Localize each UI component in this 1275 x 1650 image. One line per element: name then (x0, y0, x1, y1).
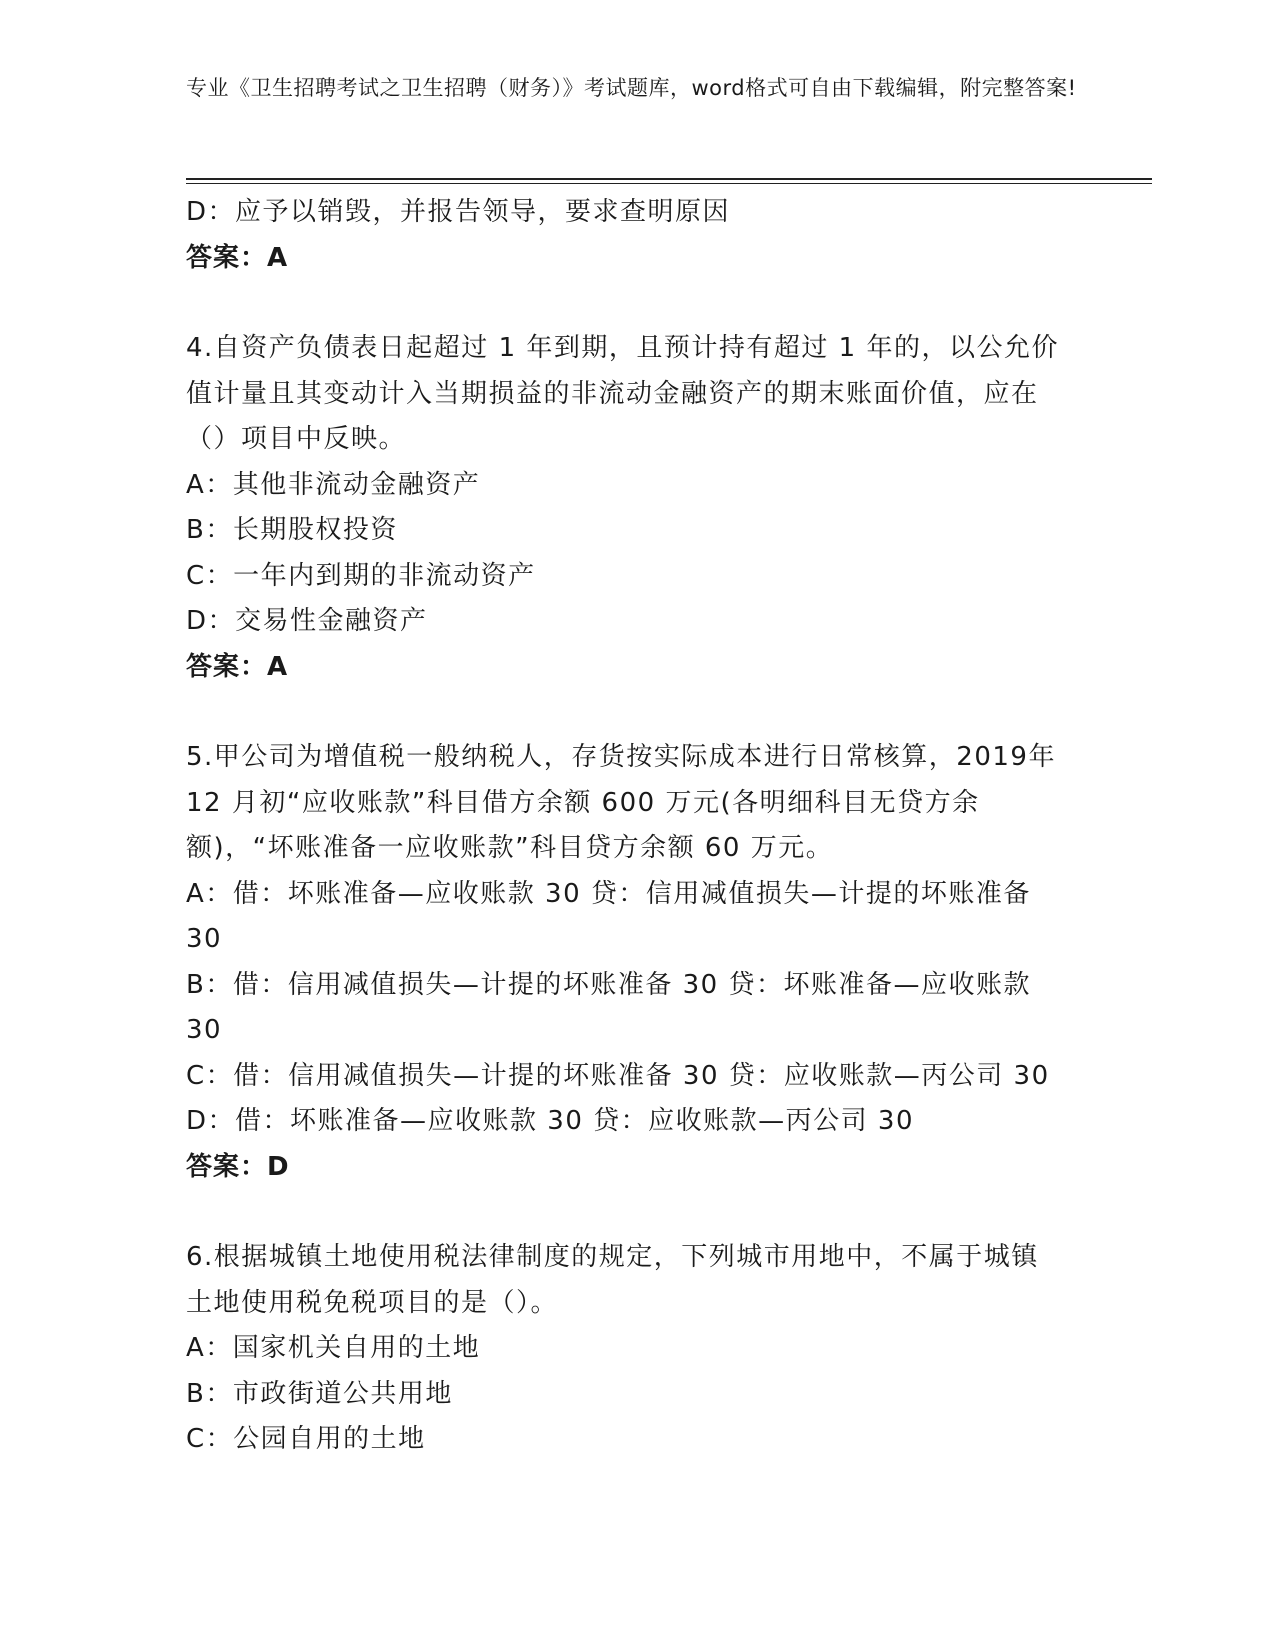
answer: 答案：A (186, 651, 289, 682)
previous-answer: 答案：A (186, 242, 289, 273)
document-header: 专业《卫生招聘考试之卫生招聘（财务）》考试题库，word格式可自由下载编辑，附完整答案! (186, 76, 1077, 100)
option-c: C：一年内到期的非流动资产 (186, 560, 536, 591)
question-6 (186, 1235, 1066, 1463)
answer: 答案：D (186, 1151, 290, 1182)
option-d: D：借：坏账准备—应收账款 30 贷：应收账款—丙公司 30 (186, 1106, 914, 1136)
option-a: A：其他非流动金融资产 (186, 469, 481, 500)
question-stem: 4.自资产负债表日起超过 1 年到期，且预计持有超过 1 年的，以公允价值计量且其变动计入当期损益的非流动金融资产的期末账面价值，应在（）项目中反映。 (186, 333, 1059, 454)
header-divider (186, 178, 1152, 184)
option-d: D：交易性金融资产 (186, 606, 428, 636)
option-a: A：国家机关自用的土地 (186, 1333, 481, 1363)
question-stem: 6.根据城镇土地使用税法律制度的规定，下列城市用地中，不属于城镇土地使用税免税项目的是（）。 (186, 1242, 1039, 1318)
option-b: B：长期股权投资 (186, 515, 398, 545)
question-5 (186, 735, 1066, 1190)
question-4 (186, 326, 1066, 690)
previous-option-d: D：应予以销毁，并报告领导，要求查明原因 (186, 197, 731, 227)
option-a: A：借：坏账准备—应收账款 30 贷：信用减值损失—计提的坏账准备30 (186, 878, 1031, 954)
option-c: C：借：信用减值损失—计提的坏账准备 30 贷：应收账款—丙公司 30 (186, 1060, 1050, 1091)
option-b: B：市政街道公共用地 (186, 1378, 453, 1409)
document-body (186, 190, 1066, 1463)
option-b: B：借：信用减值损失—计提的坏账准备 30 贷：坏账准备—应收账款30 (186, 969, 1031, 1045)
question-stem: 5.甲公司为增值税一般纳税人，存货按实际成本进行日常核算，2019年 12 月初“应收账款”科目借方余额 600 万元(各明细科目无贷方余额)，“坏账准备一应收账款”科目贷方余额 60 万元。 (186, 742, 1056, 863)
option-c: C：公园自用的土地 (186, 1424, 426, 1454)
